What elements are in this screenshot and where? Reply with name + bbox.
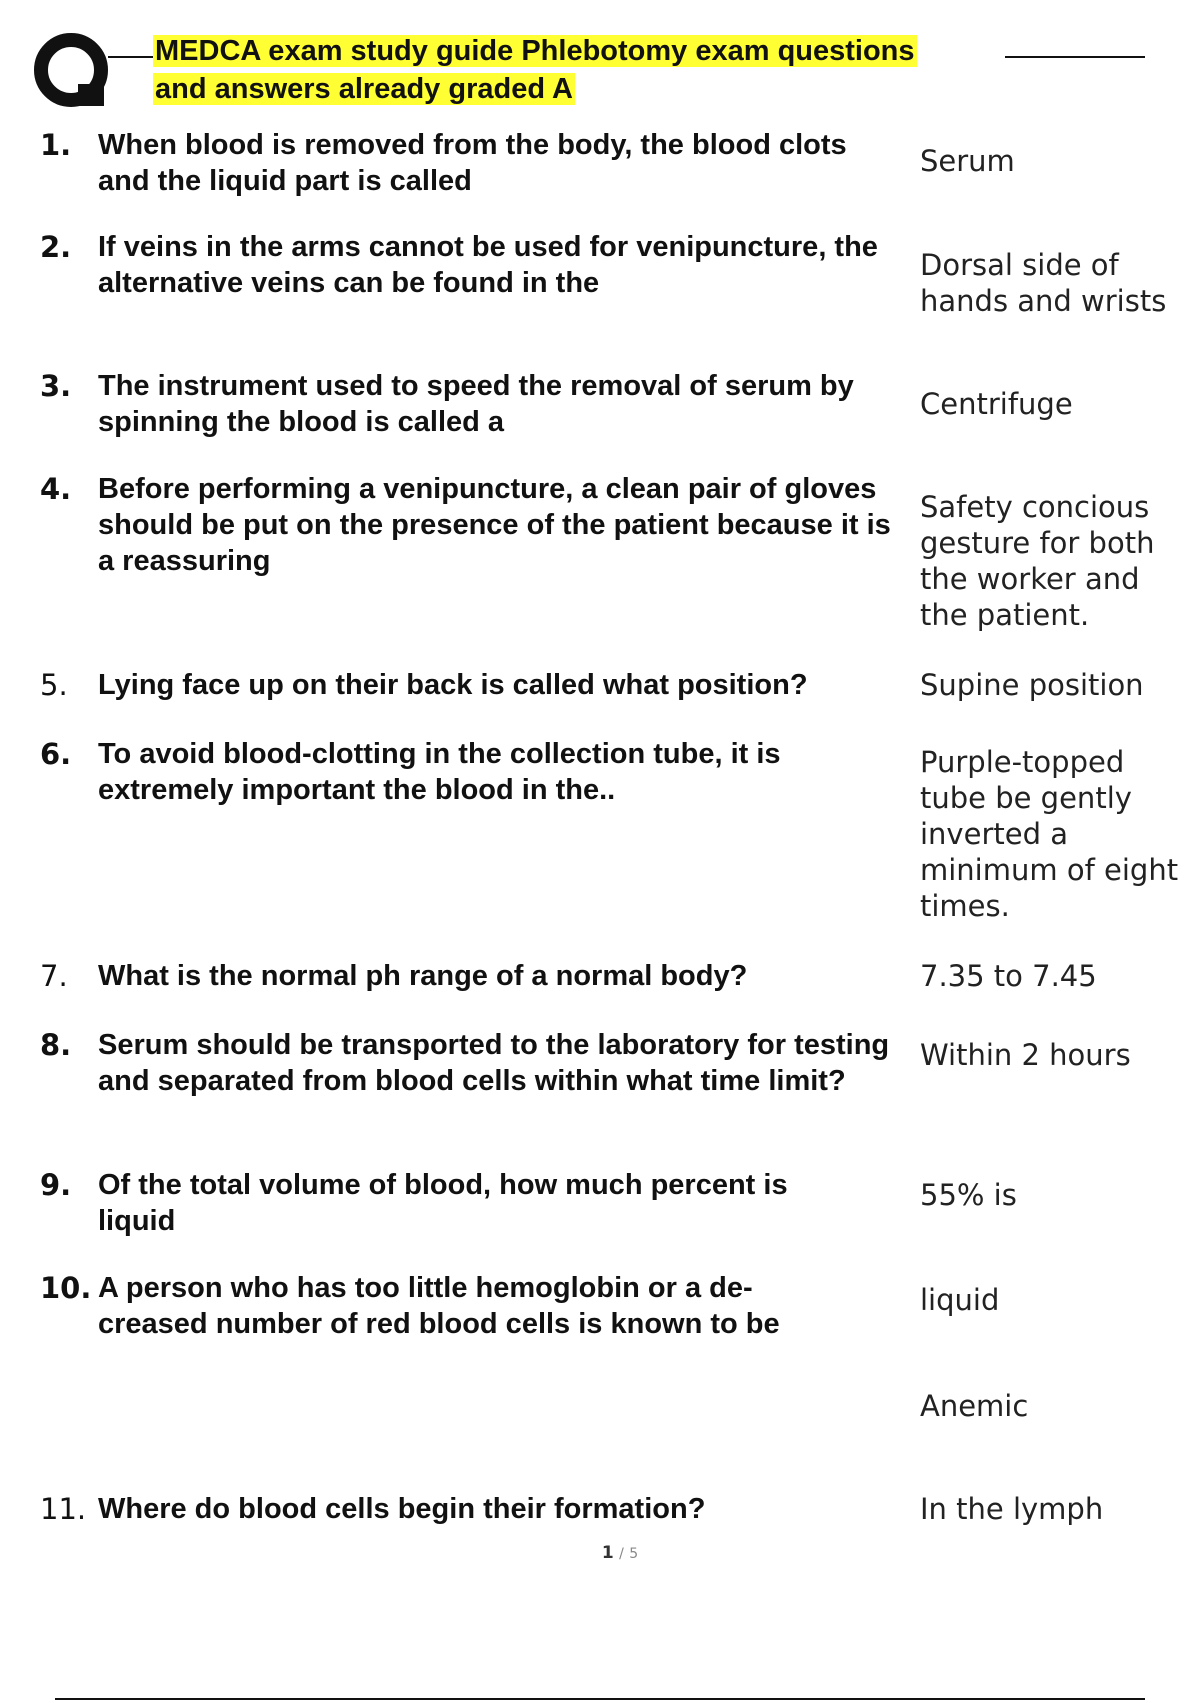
answer-text: Safety concious gesture for both the worker and the patient. xyxy=(920,490,1155,632)
page-total: 5 xyxy=(629,1546,639,1562)
title-line-1: MEDCA exam study guide Phlebotomy exam questions xyxy=(155,35,915,67)
title-line-2: and answers already graded A xyxy=(155,73,573,105)
answer-text: Centrifuge xyxy=(920,387,1073,421)
question-text: What is the normal ph range of a normal body? xyxy=(98,960,748,992)
answer-text: Serum xyxy=(920,144,1015,178)
header-rule-left xyxy=(108,56,156,58)
question-text: When blood is removed from the body, the blood clots and the liquid part is called xyxy=(98,129,847,197)
answer-text: In the lymph xyxy=(920,1492,1104,1526)
question-text: A person who has too little hemoglobin or a de- creased number of red blood cells is known to be xyxy=(98,1272,780,1340)
answer-text: Within 2 hours xyxy=(920,1038,1131,1072)
question-text: The instrument used to speed the removal of serum by spinning the blood is called a xyxy=(98,370,854,438)
answer-text: 7.35 to 7.45 xyxy=(920,959,1097,993)
question-text: Of the total volume of blood, how much percent is liquid xyxy=(98,1169,788,1237)
question-text: Where do blood cells begin their formation? xyxy=(98,1493,706,1525)
question-number: 10. xyxy=(40,1271,92,1305)
page-indicator xyxy=(0,1543,1200,1563)
answer-text-extra: Anemic xyxy=(920,1389,1029,1423)
answer-text: Dorsal side of hands and wrists xyxy=(920,248,1167,318)
page-separator: / xyxy=(619,1546,624,1562)
question-number: 9. xyxy=(40,1168,72,1202)
question-text: Serum should be transported to the laboratory for testing and separated from blood cells within what time limit? xyxy=(98,1029,890,1097)
question-number: 8. xyxy=(40,1028,72,1062)
question-number: 7. xyxy=(40,959,68,993)
question-number: 3. xyxy=(40,369,72,403)
answer-text: Supine position xyxy=(920,668,1144,702)
question-number: 11. xyxy=(40,1492,87,1526)
question-number: 4. xyxy=(40,472,72,506)
question-number: 2. xyxy=(40,230,72,264)
page-current: 1 xyxy=(601,1543,614,1563)
question-text: Lying face up on their back is called what position? xyxy=(98,669,808,701)
document-title xyxy=(153,32,1033,108)
question-text: If veins in the arms cannot be used for venipuncture, the alternative veins can be found in the xyxy=(98,231,878,299)
answer-text: liquid xyxy=(920,1283,1000,1317)
question-text: Before performing a venipuncture, a clean pair of gloves should be put on the presence of the patient because it is a reassuring xyxy=(98,473,891,577)
q-logo-icon xyxy=(32,32,110,110)
answer-text: 55% is xyxy=(920,1178,1017,1212)
question-number: 1. xyxy=(40,128,72,162)
question-number: 6. xyxy=(40,737,72,771)
answer-text: Purple-topped tube be gently inverted a minimum of eight times. xyxy=(920,745,1179,923)
question-number: 5. xyxy=(40,668,68,702)
question-text: To avoid blood-clotting in the collection tube, it is extremely important the blood in the.. xyxy=(98,738,781,806)
